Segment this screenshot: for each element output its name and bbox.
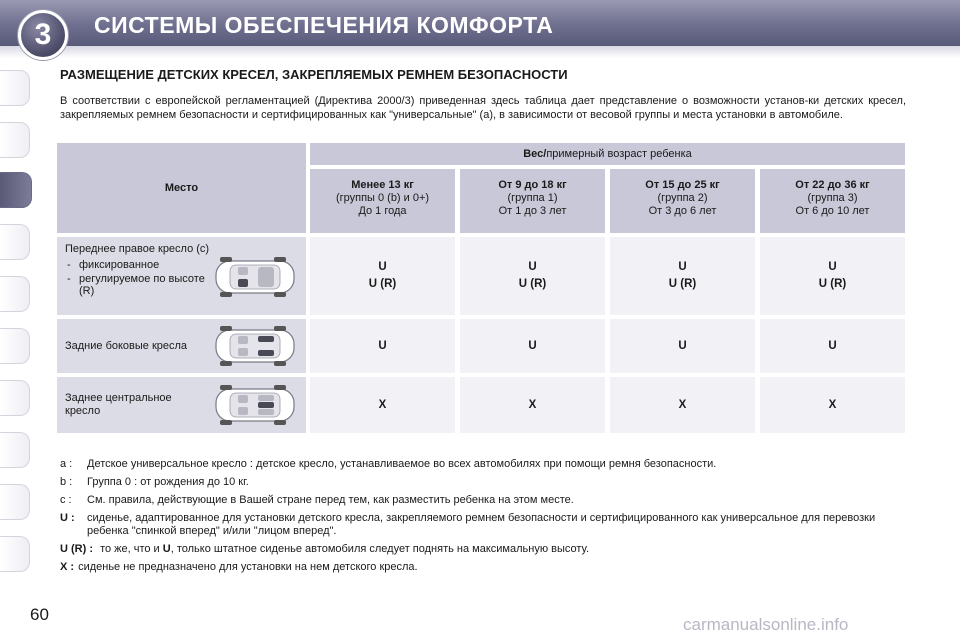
group-age: До 1 года (358, 205, 407, 217)
group-age: От 1 до 3 лет (498, 205, 567, 217)
chapter-number-badge: 3 (18, 10, 68, 60)
footnote-bold-u: U (162, 543, 171, 555)
cell-front-g0 (310, 237, 455, 315)
section-title: РАЗМЕЩЕНИЕ ДЕТСКИХ КРЕСЕЛ, ЗАКРЕПЛЯЕМЫХ РЕМНЕМ БЕЗОПАСНОСТИ (60, 67, 568, 82)
footnote-text: , только штатное сиденье автомобиля следует поднять на максимальную высоту. (170, 543, 589, 555)
footnote-b (60, 476, 890, 489)
cell-rear-side-g3 (760, 319, 905, 373)
row-label-rear-center (57, 377, 306, 433)
cell-rear-center-g1 (460, 377, 605, 433)
footnote-key: b : (60, 476, 73, 488)
cell-front-g1 (460, 237, 605, 315)
cell-rear-center-g2 (610, 377, 755, 433)
footnote-text: сиденье не предназначено для установки на нем детского кресла. (78, 561, 418, 573)
cell-value: U (R) (818, 278, 847, 290)
watermark: carmanualsonline.info (683, 615, 849, 634)
weight-header-rest: примерный возраст ребенка (546, 148, 692, 160)
cell-rear-center-g0 (310, 377, 455, 433)
side-tab-4[interactable] (0, 224, 30, 260)
side-tab-8[interactable] (0, 432, 30, 468)
side-tab-5[interactable] (0, 276, 30, 312)
side-tab-9[interactable] (0, 484, 30, 520)
footnote-key: a : (60, 458, 73, 470)
footnote-text: См. правила, действующие в Вашей стране перед тем, как разместить ребенка на этом месте. (87, 494, 574, 506)
group-class: (группы 0 (b) и 0+) (335, 192, 430, 204)
cell-value: U (R) (668, 278, 697, 290)
header-band-fade (0, 46, 960, 58)
row-sub-list (65, 259, 215, 297)
footnote-key: X : (60, 561, 75, 573)
row-label-text: Переднее правое кресло (c) (65, 243, 210, 255)
weight-header (310, 143, 905, 165)
group-weight: Менее 13 кг (351, 179, 414, 191)
footnote-key: U (R) : (60, 543, 93, 555)
group-class: (группа 3) (807, 192, 858, 204)
cell-value: X (828, 398, 837, 411)
cell-rear-side-g1 (460, 319, 605, 373)
footnote-ur-line (60, 543, 589, 556)
row-sub-item: - регулируемое по высоте (R) (65, 273, 215, 297)
cell-value: U (678, 339, 687, 352)
cell-rear-side-g0 (310, 319, 455, 373)
footnote-text: Группа 0 : от рождения до 10 кг. (87, 476, 249, 488)
intro-paragraph: В соответствии с европейской регламентацией (Директива 2000/3) приведенная здесь таблица дает представление о возможности установ-ки детских кресел, закрепляемых ремнем безопасности и сертифицированных как "универсальные" (а), в зависимости от весовой группы и места установки в автомобиле. (60, 95, 906, 121)
cell-value: U (R) (368, 278, 397, 290)
footnote-x (60, 561, 890, 574)
group-header-1 (460, 169, 605, 233)
footnote-text: сиденье, адаптированное для установки детского кресла, закрепляемого ремнем безопасности и сертифицированного как универсальное для перевозки ребенка "спинкой вперед" и/или "лицом вперед". (87, 512, 876, 537)
row-label-text: Задние боковые кресла (65, 339, 188, 352)
side-tab-10[interactable] (0, 536, 30, 572)
footnote-u (60, 512, 890, 538)
car-seat-rear-center-icon (214, 385, 296, 425)
footnote-ur (60, 543, 890, 556)
group-weight: От 15 до 25 кг (645, 179, 720, 191)
row-sub-item: - фиксированное (65, 259, 215, 271)
cell-front-g3 (760, 237, 905, 315)
cell-value: X (378, 398, 387, 411)
page-number: 60 (30, 605, 49, 624)
row-label-text: Заднее центральное кресло (65, 392, 172, 417)
cell-value: U (R) (518, 278, 547, 290)
weight-header-bold: Вес/ (523, 148, 547, 160)
group-weight: От 9 до 18 кг (498, 179, 567, 191)
side-tab-6[interactable] (0, 328, 30, 364)
side-tab-1[interactable] (0, 70, 30, 106)
cell-front-g2 (610, 237, 755, 315)
cell-value: U (528, 261, 537, 273)
car-seat-front-right-icon (214, 257, 296, 297)
cell-value: U (828, 261, 837, 273)
place-column-header: Место (57, 143, 306, 233)
side-tab-7[interactable] (0, 380, 30, 416)
cell-rear-side-g2 (610, 319, 755, 373)
cell-value: U (828, 339, 837, 352)
row-label-rear-side (57, 319, 306, 373)
group-class: (группа 2) (657, 192, 708, 204)
group-header-3 (760, 169, 905, 233)
car-seat-rear-side-icon (214, 326, 296, 366)
footnotes (60, 458, 890, 579)
side-tab-2[interactable] (0, 122, 30, 158)
cell-rear-center-g3 (760, 377, 905, 433)
cell-value: U (378, 339, 387, 352)
group-class: (группа 1) (507, 192, 558, 204)
footnote-a (60, 458, 890, 471)
cell-value: U (678, 261, 687, 273)
footnote-key: c : (60, 494, 72, 506)
footnote-text: то же, что и (100, 543, 160, 555)
cell-value: U (378, 261, 387, 273)
row-label-front-seat (57, 237, 306, 315)
footnote-text: Детское универсальное кресло : детское кресло, устанавливаемое во всех автомобилях при помощи ремня безопасности. (87, 458, 717, 470)
footnote-key: U : (60, 512, 75, 524)
group-header-0 (310, 169, 455, 233)
group-age: От 6 до 10 лет (795, 205, 870, 217)
group-age: От 3 до 6 лет (648, 205, 717, 217)
group-header-2 (610, 169, 755, 233)
footnote-c (60, 494, 890, 507)
cell-value: X (678, 398, 687, 411)
group-weight: От 22 до 36 кг (795, 179, 870, 191)
cell-value: U (528, 339, 537, 352)
cell-value: X (528, 398, 537, 411)
chapter-title: СИСТЕМЫ ОБЕСПЕЧЕНИЯ КОМФОРТА (94, 12, 554, 38)
side-tab-active[interactable] (0, 172, 32, 208)
